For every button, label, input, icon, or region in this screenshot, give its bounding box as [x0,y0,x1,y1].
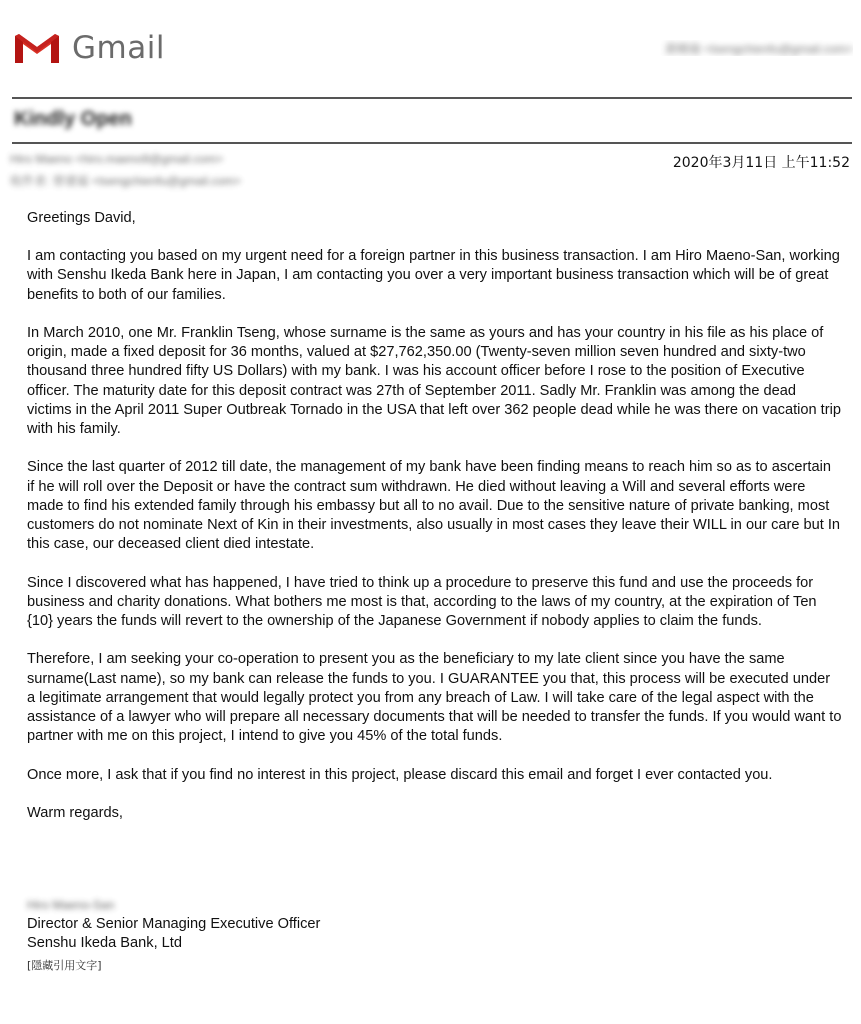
show-quoted-text-link[interactable]: [隱藏引用文字] [27,959,102,973]
account-email: 黃曉瑜 <tsengchienfu@gmail.com> [664,41,853,56]
email-meta [10,152,850,192]
email-paragraph-5: Therefore, I am seeking your co-operation to present you as the beneficiary to my late client since you have the same surname(Last name), so my bank can release the funds to you. I GUARANTEE you that, this process will be executed under a legitimate arrangement that would legally protect you from any breach of Law. I will take care of the legal aspect with the assistance of a lawyer who will prepare all necessary documents that will be needed to transfer the funds. If you would want to partner with me on this project, I intend to give you 45% of the total funds. [27,651,842,745]
email-paragraph-3: Since the last quarter of 2012 till date, the management of my bank have been finding means to reach him so as to ascertain if he will roll over the Deposit or have the contract sum withdrawn. He died without leaving a Will and several efforts were made to find his extended family through his embassy but all to no avail. Due to the sensitive nature of private banking, most customers do not nominate Next of Kin in their investments, also usually in most cases they leave their WILL in our care but In this case, our deceased client died intestate. [27,459,841,553]
account-info[interactable] [581,40,853,56]
email-greeting: Greetings David, [27,210,136,226]
email-paragraph-4: Since I discovered what has happened, I have tried to think up a procedure to preserve this fund and use the proceeds for business and charity donations. What bothers me most is that, according to the laws of my country, at the expiration of Ten {10} years the funds will revert to the ownership of the Japanese Government if nobody applies to claim the funds. [27,574,817,630]
gmail-m-icon [12,30,62,66]
divider-bottom [12,142,852,144]
gmail-logo[interactable] [12,30,165,66]
email-body [27,209,842,842]
gmail-brand-text: Gmail [72,30,165,66]
email-signature [27,896,627,976]
email-closing: Warm regards, [27,805,123,821]
email-subject: Kindly Open [14,108,132,130]
signature-name: Hiro Maeno-San [27,898,115,912]
sender-line: Hiro Maeno <hiro.maeno9@gmail.com> [10,152,223,166]
email-paragraph-2: In March 2010, one Mr. Franklin Tseng, whose surname is the same as yours and has your country in his file as his place of origin, made a fixed deposit for 36 months, valued at $27,762,350.00 (Twenty-seven million seven hundred and sixty-two thousand three hundred fifty US Dollars) with my bank. I was his account officer before I rose to the position of Executive officer. The maturity date for this deposit contract was 27th of September 2011. Sadly Mr. Franklin was among the dead victims in the April 2011 Super Outbreak Tornado in the USA that left over 362 people dead while he was there on vacation trip with his family. [27,325,841,438]
recipient-line: 收件者: 曾建福 <tsengchienfu@gmail.com> [10,174,241,188]
signature-title: Director & Senior Managing Executive Officer [27,916,321,932]
email-paragraph-1: I am contacting you based on my urgent need for a foreign partner in this business transaction. I am Hiro Maeno-San, working with Senshu Ikeda Bank here in Japan, I am contacting you over a very important business transaction which will be of great benefits to both of our families. [27,248,840,303]
signature-company: Senshu Ikeda Bank, Ltd [27,935,182,952]
divider-top [12,97,852,99]
email-date: 2020年3月11日 上午11:52 [672,155,850,171]
email-paragraph-6: Once more, I ask that if you find no interest in this project, please discard this email and forget I ever contacted you. [27,766,773,783]
gmail-header [0,0,861,90]
